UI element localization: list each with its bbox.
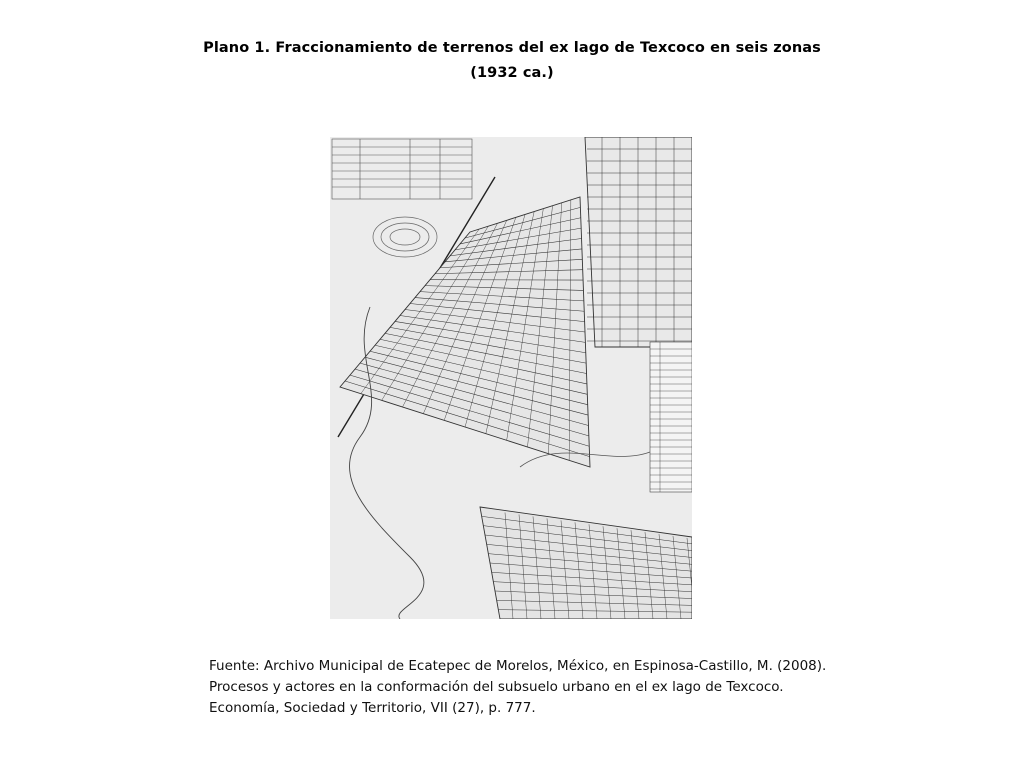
cadastral-map-image [330, 137, 692, 619]
source-citation [209, 656, 839, 719]
source-line2: Procesos y actores en la conformación del subsuelo urbano en el ex lago de Texcoco. [209, 679, 784, 695]
source-line3: Economía, Sociedad y Territorio, VII (27), p. 777. [209, 700, 536, 716]
map-drawing [330, 137, 692, 619]
map-parcel-zone-north [585, 137, 692, 347]
map-legend-table-right [650, 342, 692, 492]
figure-title-line2: (1932 ca.) [470, 65, 554, 81]
source-line1: Fuente: Archivo Municipal de Ecatepec de Morelos, México, en Espinosa-Castillo, M. (2008). [209, 658, 827, 674]
figure-title-line1: Plano 1. Fraccionamiento de terrenos del ex lago de Texcoco en seis zonas [203, 40, 821, 56]
figure-title [0, 36, 1024, 86]
